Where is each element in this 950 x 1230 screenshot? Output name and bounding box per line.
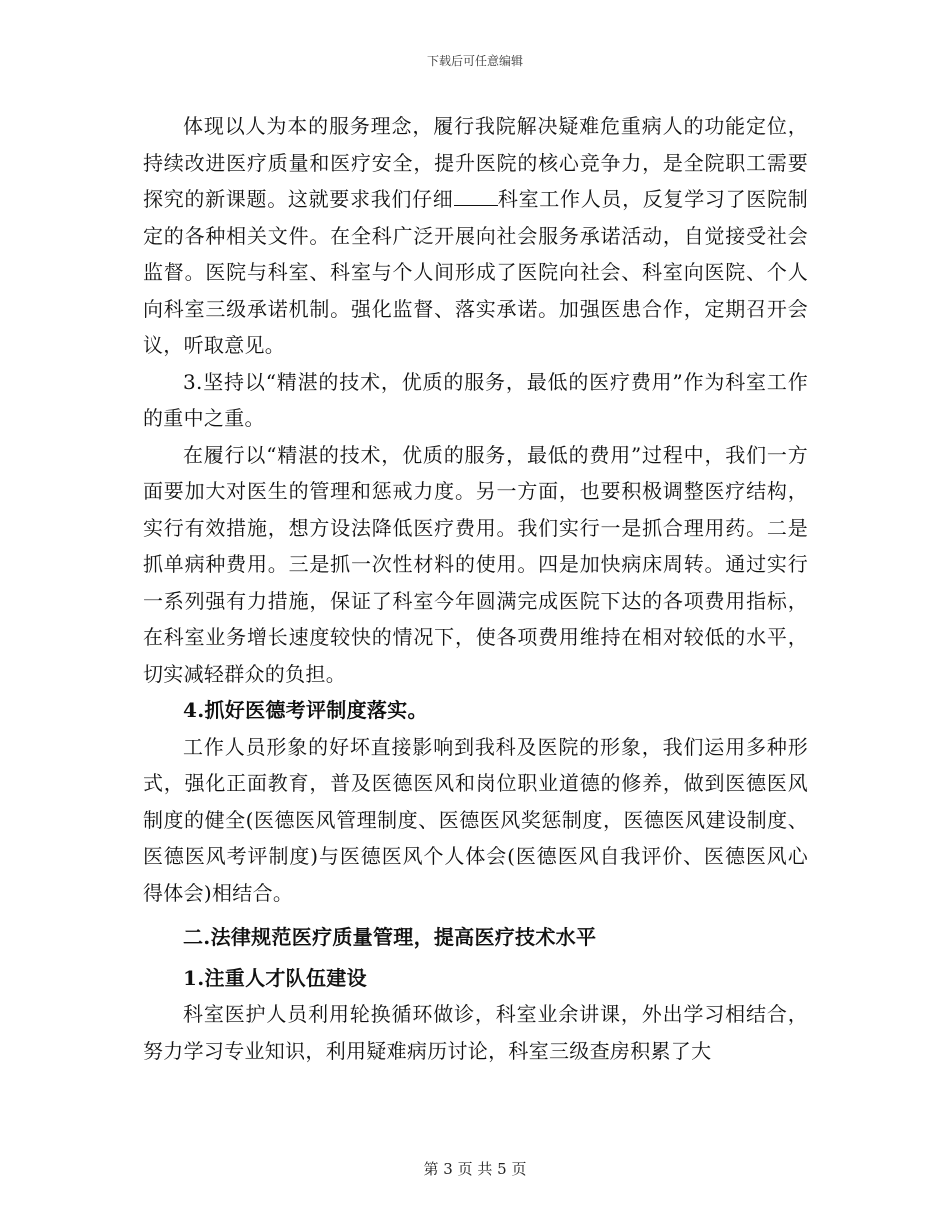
paragraph-service-concept xyxy=(143,108,808,364)
heading-section-2: 二.法律规范医疗质量管理，提高医疗技术水平 xyxy=(183,925,597,949)
heading-subsection-1: 1.注重人才队伍建设 xyxy=(183,965,367,990)
paragraph-talent-building: 科室医护人员利用轮换循环做诊，科室业余讲课，外出学习相结合，努力学习专业知识，利用疑难病历讨论，科室三级查房积累了大 xyxy=(143,1002,808,1063)
heading-item-4: 4.抓好医德考评制度落实。 xyxy=(183,698,428,722)
paragraph-item-3: 3.坚持以“精湛的技术，优质的服务，最低的医疗费用”作为科室工作的重中之重。 xyxy=(143,369,808,430)
document-body xyxy=(143,108,808,1069)
paragraph-cost-control: 在履行以“精湛的技术，优质的服务，最低的费用”过程中，我们一方面要加大对医生的管理和惩戒力度。另一方面，也要积极调整医疗结构，实行有效措施，想方设法降低医疗费用。我们实行一是抓合理用药。二是抓单病种费用。三是抓一次性材料的使用。四是加快病床周转。通过实行一系列强有力措施，保证了科室今年圆满完成医院下达的各项费用指标，在科室业务增长速度较快的情况下，使各项费用维持在相对较低的水平，切实减轻群众的负担。 xyxy=(143,442,808,686)
paragraph-medical-ethics: 工作人员形象的好坏直接影响到我科及医院的形象，我们运用多种形式，强化正面教育，普及医德医风和岗位职业道德的修养，做到医德医风制度的健全(医德医风管理制度、医德医风奖惩制度，医德医风建设制度、医德医风考评制度)与医德医风个人体会(医德医风自我评价、医德医风心得体会)相结合。 xyxy=(143,734,808,905)
page-footer: 第 3 页 共 5 页 xyxy=(423,1160,527,1178)
paragraph-text: 科室工作人员，反复学习了医院制定的各种相关文件。在全科广泛开展向社会服务承诺活动，自觉接受社会监督。医院与科室、科室与个人间形成了医院向社会、科室向医院、个人向科室三级承诺机制。强化监督、落实承诺。加强医患合作，定期召开会议，听取意见。 xyxy=(143,187,808,357)
blank-underline xyxy=(454,187,498,206)
paragraph-text: 体现以人为本的服务理念，履行我院解决疑难危重病人的功能定位，持续改进医疗质量和医疗安全，提升医院的核心竞争力，是全院职工需要探究的新课题。这就要求我们仔细 xyxy=(143,114,808,211)
page-header: 下载后可任意编辑 xyxy=(426,54,523,68)
